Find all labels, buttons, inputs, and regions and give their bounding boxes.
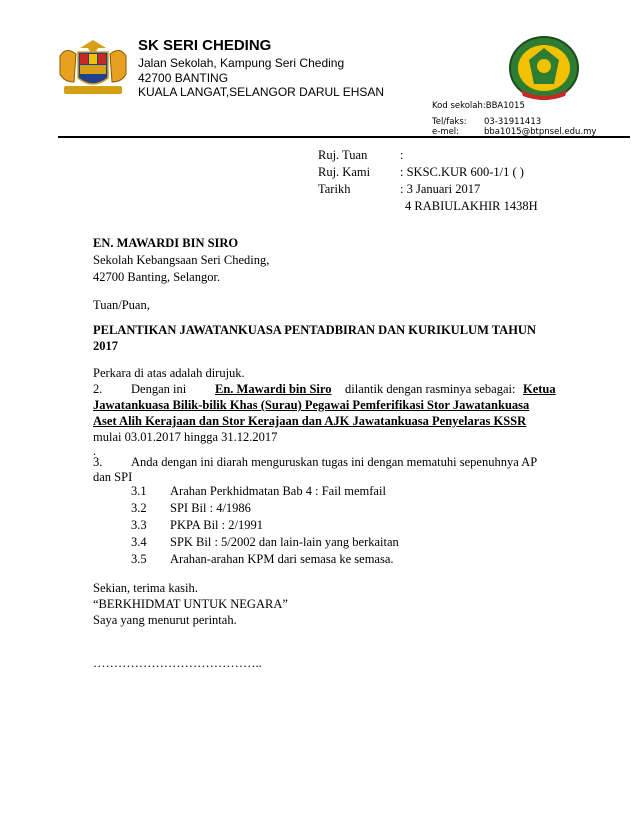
paragraph-3-line-1: Anda dengan ini diarah menguruskan tugas ini dengan mematuhi sepenuhnya AP [131,455,538,469]
school-code: Kod sekolah:BBA1015 [432,101,525,111]
role-line-1: Ketua [523,382,556,396]
school-address-line-1: Jalan Sekolah, Kampung Seri Cheding [138,56,345,70]
school-address-line-3: KUALA LANGAT,SELANGOR DARUL EHSAN [138,85,385,99]
stray-period: . [93,444,97,458]
list-item-number: 3.2 [131,501,147,515]
paragraph-2-number: 2. [93,382,103,396]
school-name: SK SERI CHEDING [138,37,272,54]
ref-our-value: : SKSC.KUR 600-1/1 ( ) [400,165,524,179]
list-item-text: PKPA Bil : 2/1991 [170,518,263,532]
email-label: e-mel: [432,127,460,137]
ref-our-label: Ruj. Kami [318,165,371,179]
list-item-text: SPI Bil : 4/1986 [170,501,251,515]
list-item-number: 3.3 [131,518,147,532]
hijri-date: 4 RABIULAKHIR 1438H [405,199,538,213]
signature-line: ………………………………….. [93,656,262,670]
paragraph-3-number: 3. [93,455,103,469]
closing-thanks: Sekian, terima kasih. [93,581,198,595]
role-line-2: Jawatankuasa Bilik-bilik Khas (Surau) Pegawai Pemferifikasi Stor Jawatankuasa [93,398,530,412]
recipient-name: EN. MAWARDI BIN SIRO [93,236,239,250]
appointment-period: mulai 03.01.2017 hingga 31.12.2017 [93,430,278,444]
subject-line-2: 2017 [93,339,118,353]
paragraph-1: Perkara di atas adalah dirujuk. [93,366,245,380]
paragraph-3-line-2: dan SPI [93,470,133,484]
paragraph-2-text-a: Dengan ini [131,382,187,396]
telfax-value: 03-31911413 [484,117,542,127]
email-value: bba1015@btpnsel.edu.my [484,127,597,137]
closing-yours: Saya yang menurut perintah. [93,613,237,627]
list-item-number: 3.1 [131,484,147,498]
telfax-label: Tel/faks: [432,117,467,127]
closing-motto: “BERKHIDMAT UNTUK NEGARA” [93,597,288,611]
ref-your-value: : [400,148,404,162]
list-item-text: Arahan-arahan KPM dari semasa ke semasa. [170,552,394,566]
paragraph-2-text-b: dilantik dengan rasminya sebagai: [345,382,516,396]
list-item-text: Arahan Perkhidmatan Bab 4 : Fail memfail [170,484,386,498]
subject-line-1: PELANTIKAN JAWATANKUASA PENTADBIRAN DAN KURIKULUM TAHUN [93,323,536,337]
salutation: Tuan/Puan, [93,298,150,312]
list-item-number: 3.5 [131,552,147,566]
ref-your-label: Ruj. Tuan [318,148,368,162]
date-label: Tarikh [318,182,351,196]
role-line-3: Aset Alih Kerajaan dan Stor Kerajaan dan AJK Jawatankuasa Penyelaras KSSR [93,414,527,428]
appointee-name: En. Mawardi bin Siro [215,382,332,396]
letterhead-divider [58,136,630,138]
recipient-address-line-2: 42700 Banting, Selangor. [93,270,221,284]
list-item-number: 3.4 [131,535,147,549]
list-item-text: SPK Bil : 5/2002 dan lain-lain yang berkaitan [170,535,399,549]
malaysia-coat-of-arms-logo [50,38,136,100]
date-value: : 3 Januari 2017 [400,182,481,196]
school-badge-logo [507,34,581,102]
school-address-line-2: 42700 BANTING [138,71,229,85]
recipient-address-line-1: Sekolah Kebangsaan Seri Cheding, [93,253,270,267]
